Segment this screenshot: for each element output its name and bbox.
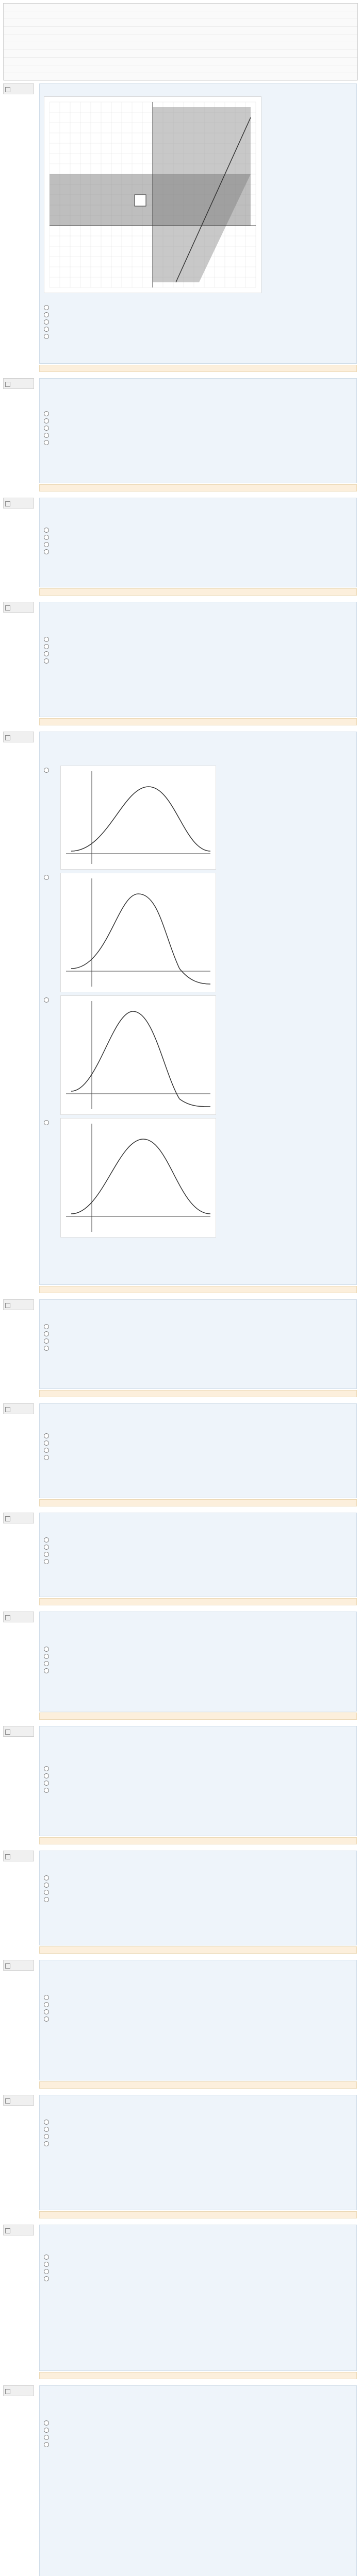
flag-icon (5, 2389, 10, 2394)
answer-option[interactable] (44, 650, 352, 657)
radio-button[interactable] (44, 549, 49, 554)
question-prompt (44, 629, 352, 634)
flag-question-link[interactable] (5, 1729, 32, 1735)
question-figure (44, 96, 261, 293)
shaded-region (50, 174, 251, 226)
question-text (44, 1963, 352, 1984)
flag-question-link[interactable] (5, 2098, 32, 2104)
radio-button[interactable] (44, 1120, 49, 1125)
answer-option[interactable] (44, 1653, 352, 1660)
flag-question-link[interactable] (5, 1516, 32, 1521)
answer-option[interactable] (44, 2001, 352, 2008)
radio-button[interactable] (44, 1781, 49, 1786)
answer-option[interactable] (44, 2275, 352, 2282)
radio-button[interactable] (44, 1897, 49, 1902)
radio-button[interactable] (44, 305, 49, 310)
question-info (3, 1726, 34, 1737)
question-content (39, 1612, 357, 1711)
question-prompt (44, 1639, 352, 1644)
question-text (44, 1407, 352, 1422)
question-content (39, 1851, 357, 1945)
answer-option[interactable] (44, 1882, 352, 1889)
answer-option[interactable] (44, 1323, 352, 1330)
radio-button[interactable] (44, 2141, 49, 2146)
question-block (3, 1513, 357, 1605)
question-info (3, 1403, 34, 1414)
question-text (44, 382, 352, 400)
inequality-region-graph (44, 97, 261, 293)
question-text (44, 2389, 352, 2410)
answer-option[interactable] (44, 432, 352, 439)
answer-option[interactable] (44, 1439, 352, 1447)
question-content (39, 1960, 357, 2080)
correct-answer-feedback (39, 1598, 357, 1605)
correct-answer-feedback (39, 1837, 357, 1844)
question-info (3, 1513, 34, 1523)
question-prompt (44, 2413, 352, 2418)
option-graph (60, 873, 216, 992)
radio-button[interactable] (44, 312, 49, 317)
radio-button[interactable] (44, 1668, 49, 1673)
radio-button[interactable] (44, 327, 49, 332)
question-content (39, 1403, 357, 1498)
radio-button[interactable] (44, 1773, 49, 1778)
radio-button[interactable] (44, 528, 49, 533)
answer-option[interactable] (44, 2015, 352, 2023)
radio-button[interactable] (44, 1788, 49, 1793)
answer-option[interactable] (44, 527, 352, 534)
radio-button[interactable] (44, 433, 49, 438)
answer-option[interactable] (44, 995, 352, 1115)
answer-option[interactable] (44, 1994, 352, 2001)
radio-button[interactable] (44, 411, 49, 416)
answer-option[interactable] (44, 2008, 352, 2015)
flag-icon (5, 501, 10, 506)
radio-button[interactable] (44, 2016, 49, 2022)
question-info (3, 498, 34, 509)
radio-button[interactable] (44, 997, 49, 1003)
question-text (44, 2098, 352, 2109)
radio-button[interactable] (44, 2269, 49, 2274)
answer-option[interactable] (44, 326, 352, 333)
flag-question-link[interactable] (5, 1854, 32, 1859)
radio-button[interactable] (44, 1647, 49, 1652)
question-text (44, 501, 352, 517)
radio-button[interactable] (44, 2442, 49, 2447)
answer-option[interactable] (44, 2441, 352, 2448)
summary-row (4, 42, 357, 50)
correct-answer-feedback (39, 588, 357, 596)
answer-option[interactable] (44, 873, 352, 992)
answer-option[interactable] (44, 1544, 352, 1551)
flag-icon (5, 87, 10, 92)
answer-option[interactable] (44, 2133, 352, 2140)
flag-icon (5, 1730, 10, 1735)
flag-question-link[interactable] (5, 381, 32, 387)
radio-button[interactable] (44, 1883, 49, 1888)
radio-button[interactable] (44, 2420, 49, 2426)
answer-option[interactable] (44, 2261, 352, 2268)
answer-option[interactable] (44, 1447, 352, 1454)
answer-option[interactable] (44, 1889, 352, 1896)
radio-button[interactable] (44, 1324, 49, 1329)
answer-option[interactable] (44, 1536, 352, 1544)
question-content (39, 83, 357, 364)
radio-button[interactable] (44, 1455, 49, 1460)
answer-option[interactable] (44, 1432, 352, 1439)
radio-button[interactable] (44, 1440, 49, 1446)
answer-option[interactable] (44, 1874, 352, 1882)
answer-option[interactable] (44, 1118, 352, 1238)
question-text (44, 1303, 352, 1313)
question-content (39, 732, 357, 1285)
radio-button[interactable] (44, 1338, 49, 1344)
correct-answer-feedback (39, 1390, 357, 1397)
correct-answer-feedback (39, 2211, 357, 2218)
question-info (3, 2095, 34, 2106)
question-block (3, 1726, 357, 1844)
radio-button[interactable] (44, 1995, 49, 2000)
correct-answer-feedback (39, 484, 357, 492)
answer-option[interactable] (44, 1787, 352, 1794)
option-graph (60, 995, 216, 1115)
correct-answer-feedback (39, 1946, 357, 1954)
summary-row (4, 4, 357, 11)
summary-row (4, 11, 357, 19)
question-info (3, 602, 34, 613)
radio-button[interactable] (44, 768, 49, 773)
answer-option[interactable] (44, 2140, 352, 2147)
answer-option[interactable] (44, 318, 352, 326)
question-content (39, 1726, 357, 1836)
answer-option[interactable] (44, 534, 352, 541)
answer-option[interactable] (44, 439, 352, 446)
radio-button[interactable] (44, 1875, 49, 1880)
question-info (3, 378, 34, 389)
radio-button[interactable] (44, 651, 49, 656)
radio-button[interactable] (44, 644, 49, 649)
question-prompt (44, 759, 352, 764)
flag-question-link[interactable] (5, 87, 32, 92)
answer-option[interactable] (44, 1646, 352, 1653)
radio-button[interactable] (44, 426, 49, 431)
radio-button[interactable] (44, 2009, 49, 2014)
question-block (3, 2225, 357, 2379)
question-prompt (44, 297, 352, 302)
question-prompt (44, 2112, 352, 2117)
flag-question-link[interactable] (5, 2388, 32, 2394)
question-info (3, 1299, 34, 1310)
question-prompt (44, 520, 352, 525)
answer-option[interactable] (44, 1667, 352, 1674)
correct-answer-feedback (39, 718, 357, 725)
radio-button[interactable] (44, 542, 49, 547)
radio-button[interactable] (44, 2127, 49, 2132)
radio-button[interactable] (44, 1654, 49, 1659)
radio-button[interactable] (44, 2276, 49, 2281)
radio-button[interactable] (44, 2134, 49, 2139)
question-block (3, 732, 357, 1293)
question-content (39, 1299, 357, 1389)
question-content (39, 2225, 357, 2371)
answer-option[interactable] (44, 1330, 352, 1337)
answer-option[interactable] (44, 1454, 352, 1461)
question-content (39, 498, 357, 587)
answer-option[interactable] (44, 657, 352, 665)
answer-option[interactable] (44, 541, 352, 548)
answer-option[interactable] (44, 766, 352, 870)
radio-button[interactable] (44, 637, 49, 642)
question-block (3, 378, 357, 492)
question-prompt (44, 1868, 352, 1873)
question-content (39, 602, 357, 717)
flag-icon (5, 1615, 10, 1620)
radio-button[interactable] (44, 1661, 49, 1666)
summary-row (4, 73, 357, 81)
flag-icon (5, 2228, 10, 2233)
summary-row (4, 19, 357, 27)
answer-option[interactable] (44, 1765, 352, 1772)
question-text (44, 1730, 352, 1755)
answer-option[interactable] (44, 1772, 352, 1780)
flag-question-link[interactable] (5, 1302, 32, 1308)
summary-row (4, 35, 357, 42)
answer-option[interactable] (44, 2253, 352, 2261)
radio-button[interactable] (44, 1346, 49, 1351)
question-block (3, 1960, 357, 2089)
question-text (44, 605, 352, 626)
question-block (3, 1612, 357, 1720)
radio-button[interactable] (44, 1766, 49, 1771)
question-prompt (44, 403, 352, 409)
answer-option[interactable] (44, 1780, 352, 1787)
question-info (3, 1960, 34, 1971)
radio-button[interactable] (44, 2428, 49, 2433)
radio-button[interactable] (44, 1545, 49, 1550)
question-info (3, 2385, 34, 2396)
flag-question-link[interactable] (5, 1963, 32, 1969)
question-info (3, 2225, 34, 2235)
radio-button[interactable] (44, 2002, 49, 2007)
flag-icon (5, 1407, 10, 1412)
answer-option[interactable] (44, 1337, 352, 1345)
correct-answer-feedback (39, 1499, 357, 1506)
flag-question-link[interactable] (5, 605, 32, 611)
question-content (39, 2385, 357, 2576)
flag-icon (5, 2098, 10, 2104)
radio-button[interactable] (44, 2435, 49, 2440)
radio-button[interactable] (44, 1433, 49, 1438)
summary-row (4, 58, 357, 65)
radio-button[interactable] (44, 1559, 49, 1564)
answer-option[interactable] (44, 1896, 352, 1903)
radio-button[interactable] (44, 2262, 49, 2267)
radio-button[interactable] (44, 2120, 49, 2125)
answer-option[interactable] (44, 2126, 352, 2133)
question-text (44, 2228, 352, 2244)
answer-option[interactable] (44, 417, 352, 425)
radio-button[interactable] (44, 535, 49, 540)
question-block (3, 1403, 357, 1506)
correct-answer-feedback (39, 2372, 357, 2379)
question-block (3, 2095, 357, 2218)
question-text (44, 1854, 352, 1865)
answer-option[interactable] (44, 2119, 352, 2126)
radio-button[interactable] (44, 418, 49, 423)
answer-option[interactable] (44, 643, 352, 650)
answer-option[interactable] (44, 304, 352, 311)
question-prompt (44, 1987, 352, 1992)
question-block (3, 602, 357, 725)
question-content (39, 2095, 357, 2210)
flag-icon (5, 1516, 10, 1521)
radio-button[interactable] (44, 1331, 49, 1336)
question-prompt (44, 1426, 352, 1431)
correct-answer-feedback (39, 1713, 357, 1720)
question-text (44, 1615, 352, 1636)
answer-option[interactable] (44, 1345, 352, 1352)
radio-button[interactable] (44, 1537, 49, 1543)
radio-button[interactable] (44, 334, 49, 339)
radio-button[interactable] (44, 875, 49, 880)
radio-button[interactable] (44, 2255, 49, 2260)
flag-question-link[interactable] (5, 2228, 32, 2233)
flag-icon (5, 605, 10, 611)
summary-row (4, 27, 357, 35)
question-prompt (44, 1530, 352, 1535)
question-info (3, 1612, 34, 1622)
question-prompt (44, 2247, 352, 2252)
flag-question-link[interactable] (5, 501, 32, 506)
summary-row (4, 50, 357, 58)
question-text (44, 1516, 352, 1527)
flag-question-link[interactable] (5, 1406, 32, 1412)
flag-icon (5, 1303, 10, 1308)
question-info (3, 732, 34, 742)
radio-button[interactable] (44, 1552, 49, 1557)
option-graph (60, 1118, 216, 1238)
question-text (44, 87, 352, 93)
question-block (3, 1299, 357, 1397)
radio-button[interactable] (44, 1448, 49, 1453)
question-info (3, 83, 34, 94)
question-text (44, 735, 352, 756)
flag-icon (5, 735, 10, 740)
radio-button[interactable] (44, 658, 49, 664)
answer-option[interactable] (44, 311, 352, 318)
region-label-box (135, 195, 146, 206)
question-block (3, 2385, 357, 2576)
correct-answer-feedback (39, 2081, 357, 2089)
answer-option[interactable] (44, 2434, 352, 2441)
question-prompt (44, 1758, 352, 1764)
question-content (39, 378, 357, 483)
answer-option[interactable] (44, 425, 352, 432)
radio-button[interactable] (44, 1890, 49, 1895)
radio-button[interactable] (44, 319, 49, 325)
answer-option[interactable] (44, 636, 352, 643)
correct-answer-feedback (39, 1286, 357, 1293)
radio-button[interactable] (44, 440, 49, 445)
answer-option[interactable] (44, 2419, 352, 2427)
answer-option[interactable] (44, 2268, 352, 2275)
question-block (3, 498, 357, 596)
answer-option[interactable] (44, 333, 352, 340)
answer-option[interactable] (44, 1558, 352, 1565)
question-prompt (44, 1316, 352, 1321)
summary-row (4, 65, 357, 73)
answer-option[interactable] (44, 1660, 352, 1667)
answer-option[interactable] (44, 410, 352, 417)
answer-option[interactable] (44, 548, 352, 555)
option-graph (60, 766, 216, 870)
quiz-summary-table (3, 3, 358, 80)
question-content (39, 1513, 357, 1597)
flag-icon (5, 1854, 10, 1859)
answer-option[interactable] (44, 2427, 352, 2434)
flag-question-link[interactable] (5, 735, 32, 740)
flag-question-link[interactable] (5, 1615, 32, 1620)
question-block (3, 83, 357, 372)
question-block (3, 1851, 357, 1954)
correct-answer-feedback (39, 365, 357, 372)
question-info (3, 1851, 34, 1861)
flag-icon (5, 382, 10, 387)
flag-icon (5, 1963, 10, 1969)
answer-option[interactable] (44, 1551, 352, 1558)
